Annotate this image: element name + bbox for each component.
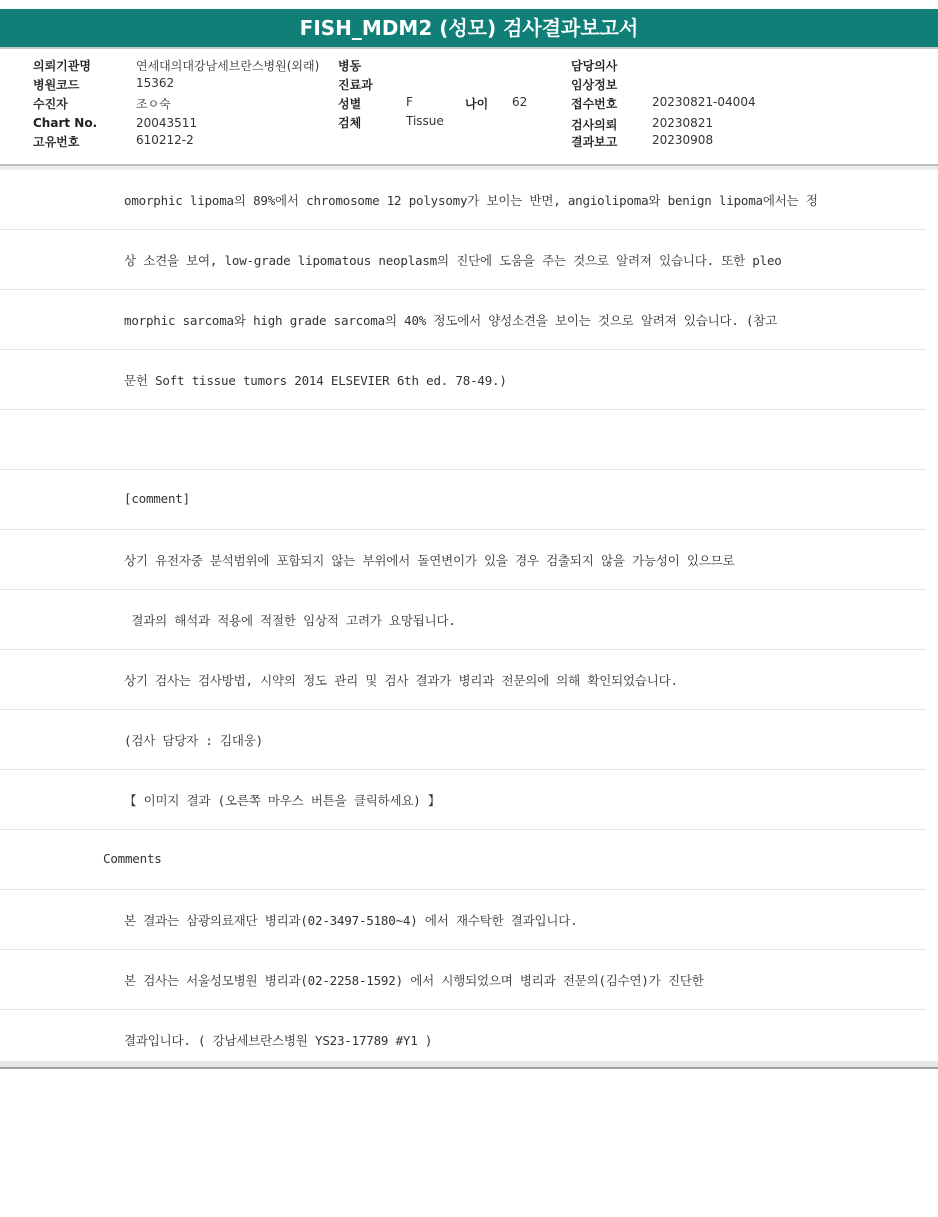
- report-line: [0, 350, 926, 410]
- report-line: [0, 830, 926, 890]
- specimen-value: Tissue: [406, 114, 444, 128]
- report-body: [0, 170, 926, 1069]
- report-line: [0, 170, 926, 230]
- report-line-text: 결과입니다. ( 강남세브란스병원 YS23-17789 #Y1 ): [124, 1033, 433, 1048]
- footer-divider: [0, 1067, 938, 1069]
- report-line-text: omorphic lipoma의 89%에서 chromosome 12 polysomy가 보이는 반면, angiolipoma와 benign lipoma에서는 정: [124, 193, 818, 208]
- report-line-text: 상 소견을 보여, low-grade lipomatous neoplasm의 진단에 도움을 주는 것으로 알려져 있습니다. 또한 pleo: [124, 253, 782, 268]
- specimen-label: 검체: [338, 116, 362, 130]
- report-line: [0, 530, 926, 590]
- unique-no-value: 610212-2: [136, 133, 194, 147]
- comments-heading: Comments: [103, 851, 162, 866]
- title-divider: [0, 47, 938, 49]
- hospital-code-label: 병원코드: [33, 78, 80, 92]
- result-report-label: 결과보고: [571, 135, 618, 149]
- report-line: [0, 770, 926, 830]
- request-value: 20230821: [652, 116, 714, 130]
- image-result-link[interactable]: 【 이미지 결과 (오른쪽 마우스 버튼을 클릭하세요) 】: [124, 793, 441, 808]
- report-line-text: morphic sarcoma와 high grade sarcoma의 40% 정도에서 양성소견을 보이는 것으로 알려져 있습니다. (참고: [124, 313, 778, 328]
- report-line-text: 본 검사는 서울성모병원 병리과(02-2258-1592) 에서 시행되었으며 병리과 전문의(김수연)가 진단한: [124, 973, 704, 988]
- request-label: 검사의뢰: [571, 118, 618, 132]
- report-line-text: 본 결과는 삼광의료재단 병리과(02-3497-5180~4) 에서 재수탁한 결과입니다.: [124, 913, 578, 928]
- unique-no-label: 고유번호: [33, 135, 80, 149]
- ward-label: 병동: [338, 59, 362, 73]
- report-line: [0, 230, 926, 290]
- chart-no-label: Chart No.: [33, 116, 98, 130]
- doctor-label: 담당의사: [571, 59, 618, 73]
- department-label: 진료과: [338, 78, 373, 92]
- report-line: [0, 470, 926, 530]
- examinee-value: 조ㅇ숙: [136, 97, 171, 111]
- report-line: [0, 590, 926, 650]
- report-line: [0, 710, 926, 770]
- result-report-value: 20230908: [652, 133, 714, 147]
- report-line: [0, 650, 926, 710]
- report-line-text: 문헌 Soft tissue tumors 2014 ELSEVIER 6th ed. 78-49.): [124, 373, 507, 388]
- receipt-no-label: 접수번호: [571, 97, 618, 111]
- report-line: [0, 410, 926, 470]
- institution-label: 의뢰기관명: [33, 59, 91, 73]
- report-line-text: 상기 검사는 검사방법, 시약의 정도 관리 및 검사 결과가 병리과 전문의에 의해 확인되었습니다.: [124, 673, 678, 688]
- hospital-code-value: 15362: [136, 76, 175, 90]
- receipt-no-value: 20230821-04004: [652, 95, 756, 109]
- report-line-text: [comment]: [124, 491, 190, 506]
- report-line: [0, 890, 926, 950]
- institution-value: 연세대의대강남세브란스병원(외래): [136, 59, 320, 73]
- report-line: [0, 290, 926, 350]
- report-line-text: (검사 담당자 : 김대웅): [124, 733, 263, 748]
- report-title: FISH_MDM2 (성모) 검사결과보고서: [0, 9, 938, 47]
- report-line: [0, 950, 926, 1010]
- sex-value: F: [406, 95, 413, 109]
- sex-label: 성별: [338, 97, 362, 111]
- age-label: 나이: [465, 97, 489, 111]
- report-line-text: 결과의 해석과 적용에 적절한 임상적 고려가 요망됩니다.: [124, 613, 456, 628]
- age-value: 62: [512, 95, 528, 109]
- report-line-text: 상기 유전자중 분석범위에 포함되지 않는 부위에서 돌연변이가 있을 경우 검출되지 않을 가능성이 있으므로: [124, 553, 735, 568]
- examinee-label: 수진자: [33, 97, 68, 111]
- clinical-info-label: 임상정보: [571, 78, 618, 92]
- chart-no-value: 20043511: [136, 116, 198, 130]
